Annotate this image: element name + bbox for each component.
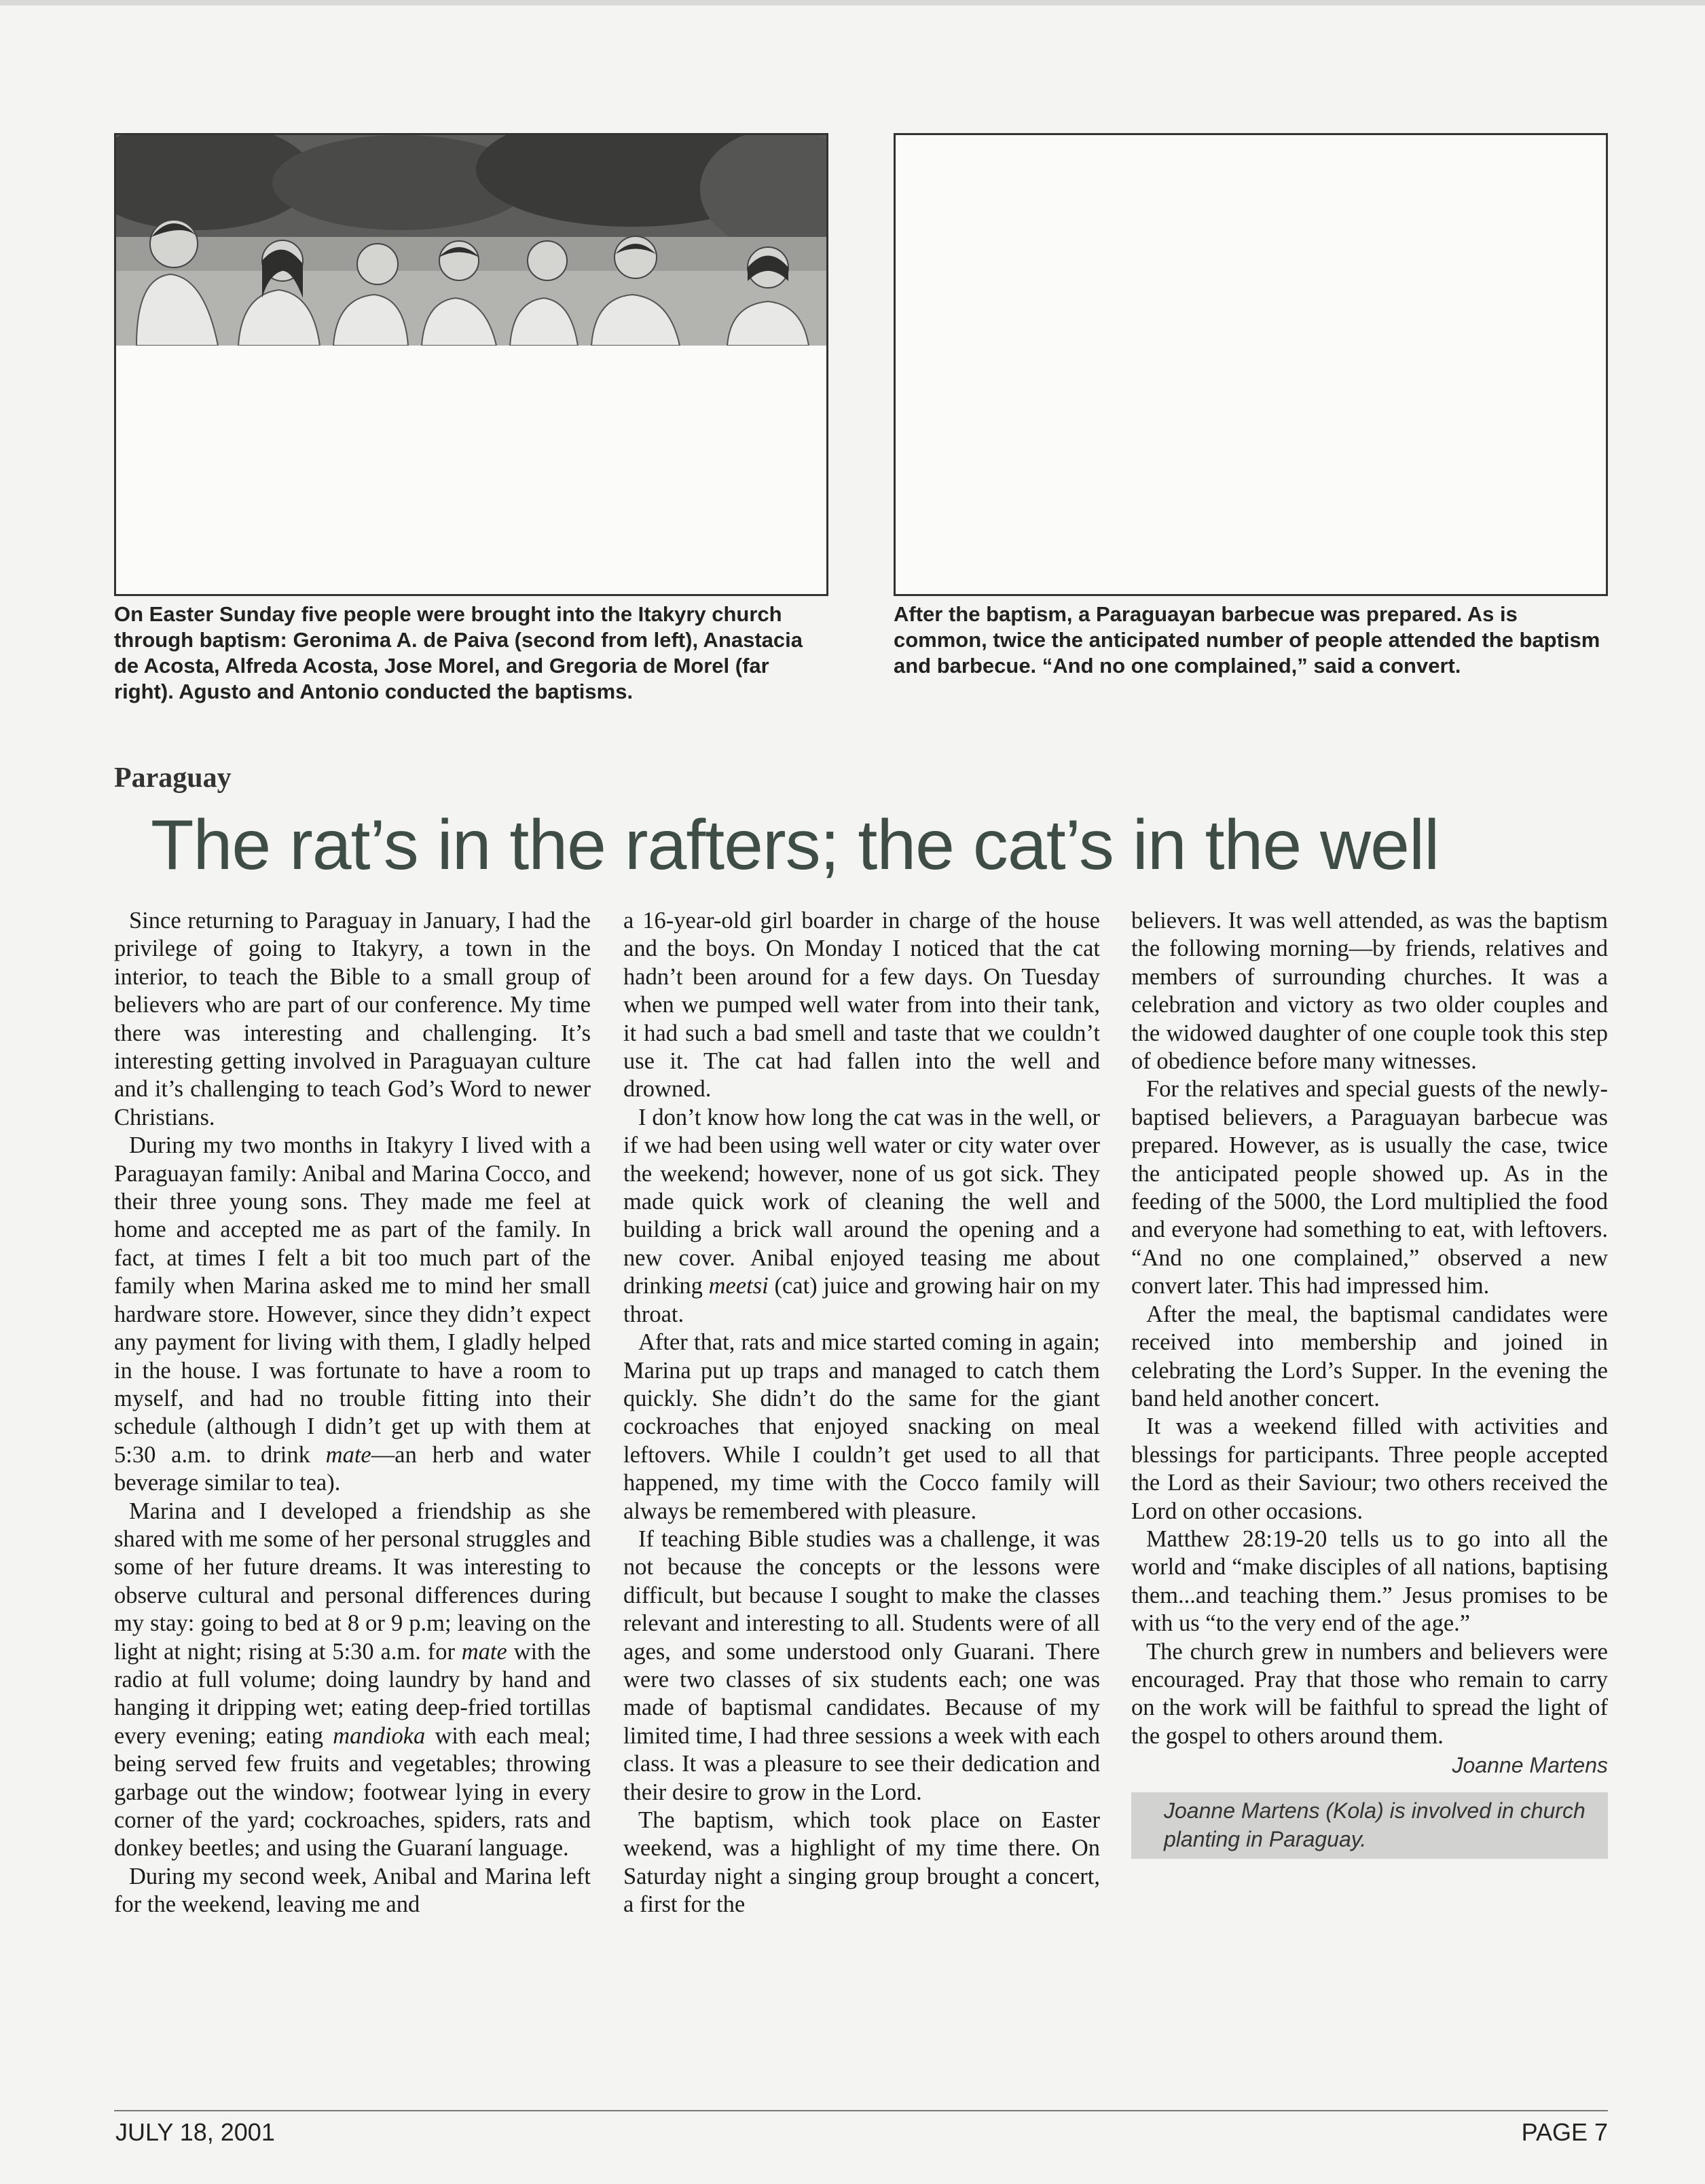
footer-page-number: PAGE 7: [1521, 2118, 1608, 2146]
barbecue-photo-frame: [894, 133, 1608, 596]
group-photo-image: [116, 135, 826, 346]
paragraph: It was a weekend filled with activities and blessings for participants. Three people accepted the Lord as their Saviour; two others received the Lord on other occasions.: [1131, 1413, 1608, 1524]
footer-rule: [114, 2110, 1608, 2111]
paragraph: believers. It was well attended, as was the baptism the following morning—by friends, relatives and members of surrounding churches. It was a celebration and victory as two older couples and the widowed daughter of one couple took this step of obedience before many witnesses.: [1131, 908, 1608, 1075]
top-edge-strip: [0, 0, 1705, 5]
paragraph: Marina and I developed a friendship as she shared with me some of her personal struggles and some of her future dreams. It was interesting to observe cultural and personal differences during my stay: going to bed at 8 or 9 p.m; leaving on the light at night; rising at 5:30 a.m. for mate with the radio at full volume; doing laundry by hand and hanging it dripping wet; eating deep-fried tortillas every evening; eating mandioka with each meal; being served few fruits and vegetables; throwing garbage out the window; footwear lying in every corner of the yard; cockroaches, spiders, rats and donkey beetles; and using the Guaraní language.: [114, 1498, 591, 1862]
paragraph: During my second week, Anibal and Marina left for the weekend, leaving me and: [114, 1863, 591, 1918]
paragraph: For the relatives and special guests of the newly-baptised believers, a Paraguayan barbecue was prepared. However, as is usually the case, twice the anticipated people showed up. As in the feeding of the 5000, the Lord multiplied the food and everyone had something to eat, with leftovers. “And no one complained,” observed a new convert later. This had impressed him.: [1131, 1076, 1608, 1299]
paragraph: a 16-year-old girl boarder in charge of the house and the boys. On Monday I noticed that the cat hadn’t been around for a few days. On Tuesday when we pumped well water from into their tank, it had such a bad smell and taste that we couldn’t use it. The cat had fallen into the well and drowned.: [623, 908, 1100, 1103]
article-column-1: [114, 907, 591, 1919]
paragraph: I don’t know how long the cat was in the well, or if we had been using well water or city water over the weekend; however, none of us got sick. They made quick work of cleaning the well and building a brick wall around the opening and a new cover. Anibal enjoyed teasing me about drinking meetsi (cat) juice and growing hair on my throat.: [623, 1104, 1100, 1327]
baptism-group-photo: [114, 133, 828, 596]
article-column-2: [623, 907, 1100, 1919]
author-bio-box: Joanne Martens (Kola) is involved in church planting in Paraguay.: [1131, 1792, 1608, 1859]
paragraph: During my two months in Itakyry I lived with a Paraguayan family: Anibal and Marina Cocco, and their three young sons. They made me feel at home and accepted me as part of the family. In fact, at times I felt a bit too much part of the family when Marina asked me to mind her small hardware store. However, since they didn’t expect any payment for living with them, I gladly helped in the house. I was fortunate to have a room to myself, and had no trouble fitting into their schedule (although I didn’t get up with them at 5:30 a.m. to drink mate—an herb and water beverage similar to tea).: [114, 1132, 591, 1496]
footer-date: JULY 18, 2001: [115, 2118, 275, 2146]
paragraph: If teaching Bible studies was a challenge, it was not because the concepts or the lessons were difficult, but because I sought to make the classes relevant and interesting to all. Students were of all ages, and some understood only Guarani. There were two classes of six students each; one was made of baptismal candidates. Because of my limited time, I had three sessions a week with each class. It was a pleasure to see their dedication and their desire to grow in the Lord.: [623, 1525, 1100, 1805]
left-photo-caption: On Easter Sunday five people were brought into the Itakyry church through baptism: Geronima A. de Paiva (second from left), Anastacia de Acosta, Alfreda Acosta, Jose Morel, and Gregoria de Morel (far right). Agusto and Antonio conducted the baptisms.: [114, 602, 803, 703]
article-headline: The rat’s in the rafters; the cat’s in the well: [151, 806, 1440, 885]
right-photo-caption: After the baptism, a Paraguayan barbecue was prepared. As is common, twice the anticipated number of people attended the baptism and barbecue. “And no one complained,” said a convert.: [894, 602, 1600, 678]
author-byline: Joanne Martens: [1452, 1753, 1608, 1778]
paragraph: The church grew in numbers and believers were encouraged. Pray that those who remain to carry on the work will be faithful to spread the light of the gospel to others around them.: [1131, 1638, 1608, 1749]
section-kicker: Paraguay: [114, 762, 232, 794]
paragraph: After that, rats and mice started coming in again; Marina put up traps and managed to catch them quickly. She didn’t do the same for the giant cockroaches that enjoyed snacking on meal leftovers. While I couldn’t get used to all that happened, my time with the Cocco family will always be remembered with pleasure.: [623, 1329, 1100, 1524]
paragraph: Since returning to Paraguay in January, I had the privilege of going to Itakyry, a town in the interior, to teach the Bible to a small group of believers who are part of our conference. My time there was interesting and challenging. It’s interesting getting involved in Paraguayan culture and it’s challenging to teach God’s Word to newer Christians.: [114, 908, 591, 1130]
paragraph: After the meal, the baptismal candidates were received into membership and joined in celebrating the Lord’s Supper. In the evening the band held another concert.: [1131, 1301, 1608, 1411]
paragraph: The baptism, which took place on Easter weekend, was a highlight of my time there. On Saturday night a singing group brought a concert, a first for the: [623, 1807, 1100, 1918]
paragraph: Matthew 28:19-20 tells us to go into all the world and “make disciples of all nations, baptising them...and teaching them.” Jesus promises to be with us “to the very end of the age.”: [1131, 1525, 1608, 1637]
article-column-3: [1131, 907, 1608, 1859]
